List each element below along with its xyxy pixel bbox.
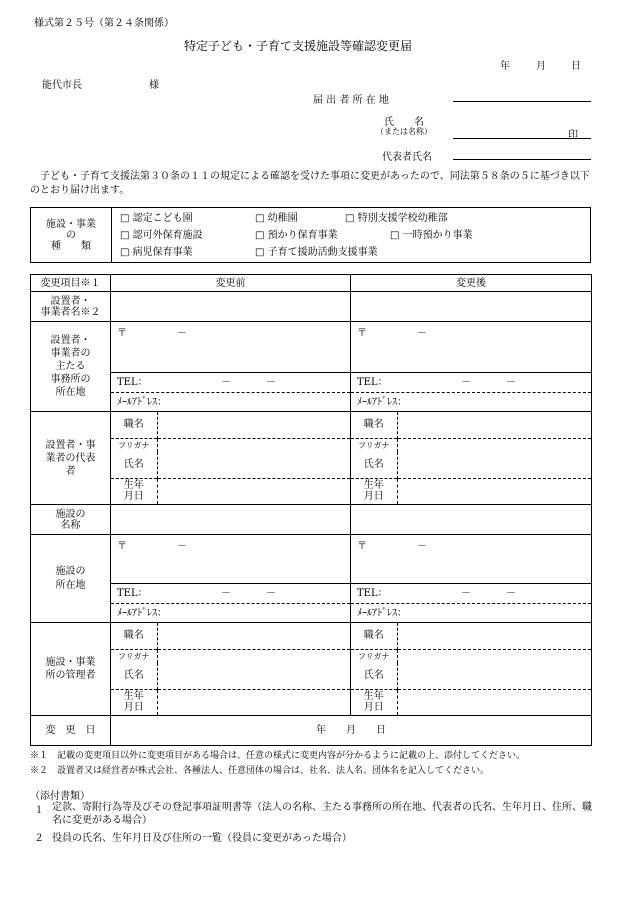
applicant-name-label: 氏 名 (384, 117, 424, 128)
attachment-2-text: 役員の氏名、生年月日及び住所の一覧（役員に変更があった場合） (52, 833, 352, 844)
tel-dash: － (266, 588, 276, 599)
birth-field[interactable] (157, 478, 350, 504)
email-label: ﾒｰﾙｱﾄﾞﾚｽ： (357, 608, 407, 619)
facility-address-after[interactable] (351, 535, 592, 623)
facility-address-before[interactable] (111, 535, 351, 623)
checkbox-nintei[interactable]: □ 認定こども園 (120, 212, 193, 224)
tel-label: TEL： (357, 588, 388, 599)
furigana-label: フリガナ (351, 649, 397, 663)
attachment-1-no: １ (34, 805, 44, 816)
row-manager-label: 施設・事業 所の管理者 (31, 623, 111, 716)
change-table (30, 274, 592, 746)
tel-dash: － (506, 377, 516, 388)
attachments-title: （添付書類） (30, 791, 90, 802)
job-label: 職名 (111, 412, 157, 438)
furigana-field[interactable] (397, 438, 591, 452)
applicant-address-field[interactable] (453, 101, 591, 102)
tel-dash: － (506, 588, 516, 599)
row-setter-name-label: 設置者・ 事業者名※２ (31, 292, 111, 322)
row-facility-name-label: 施設の 名称 (31, 505, 111, 535)
birth-label: 生年 月日 (351, 689, 397, 715)
job-label: 職名 (111, 623, 157, 649)
job-field[interactable] (157, 412, 350, 438)
furigana-label: フリガナ (111, 438, 157, 452)
name-field[interactable] (397, 663, 591, 689)
name-field[interactable] (157, 663, 350, 689)
row-setter-address-label: 設置者・ 事業者の 主たる 事務所の 所在地 (31, 322, 111, 412)
checkbox-byouji[interactable]: □ 病児保育事業 (120, 246, 193, 258)
facility-type-table (30, 207, 591, 263)
facility-name-after[interactable] (351, 505, 592, 535)
tel-label: TEL： (117, 588, 148, 599)
email-label: ﾒｰﾙｱﾄﾞﾚｽ： (117, 608, 167, 619)
postal-dash: － (177, 541, 187, 552)
name-label: 氏名 (351, 663, 397, 689)
applicant-name-sub: （または名称） (376, 127, 432, 136)
date-year-label: 年 (500, 61, 510, 72)
checkbox-ninkagai[interactable]: □ 認可外保育施設 (120, 229, 203, 241)
tel-dash: － (266, 377, 276, 388)
postal-dash: － (417, 541, 427, 552)
change-date-field[interactable]: 年 月 日 (111, 716, 592, 746)
setter-rep-after[interactable] (351, 412, 592, 505)
setter-rep-before[interactable] (111, 412, 351, 505)
birth-field[interactable] (157, 689, 350, 715)
facility-type-label: 施設・事業 の 種 類 (31, 208, 112, 263)
applicant-name-field[interactable] (453, 138, 591, 139)
header-change-item: 変更項目※１ (31, 275, 111, 292)
furigana-field[interactable] (397, 649, 591, 663)
row-facility-address-label: 施設の 所在地 (31, 535, 111, 623)
furigana-label: フリガナ (351, 438, 397, 452)
furigana-field[interactable] (157, 649, 350, 663)
postal-mark: 〒 (357, 328, 367, 339)
addressee-mayor: 能代市長 (42, 80, 82, 91)
facility-type-options (112, 208, 591, 263)
manager-before[interactable] (111, 623, 351, 716)
tel-label: TEL： (357, 377, 388, 388)
facility-name-before[interactable] (111, 505, 351, 535)
setter-name-after[interactable] (351, 292, 592, 322)
furigana-field[interactable] (157, 438, 350, 452)
tel-dash: － (461, 377, 471, 388)
attachment-1-text: 定款、寄附行為等及びその登記事項証明書等（法人の名称、主たる事務所の所在地、代表者の氏名、生年月日、住所、職名に変更がある場合） (52, 802, 592, 826)
job-field[interactable] (397, 412, 591, 438)
postal-mark: 〒 (117, 328, 127, 339)
representative-field[interactable] (453, 159, 591, 160)
email-label: ﾒｰﾙｱﾄﾞﾚｽ： (357, 397, 407, 408)
job-label: 職名 (351, 623, 397, 649)
postal-dash: － (417, 328, 427, 339)
page-title: 特定子ども・子育て支援施設等確認変更届 (184, 39, 413, 53)
postal-mark: 〒 (357, 541, 367, 552)
setter-name-before[interactable] (111, 292, 351, 322)
name-label: 氏名 (111, 452, 157, 478)
birth-label: 生年 月日 (111, 478, 157, 504)
tel-label: TEL： (117, 377, 148, 388)
note-2: ※２ 設置者又は経営者が株式会社、各種法人、任意団体の場合は、社名、法人名、団体名を記入してください。 (30, 766, 490, 776)
name-label: 氏名 (111, 663, 157, 689)
checkbox-ichiji[interactable]: □ 一時預かり事業 (390, 229, 473, 241)
birth-label: 生年 月日 (111, 689, 157, 715)
seal-mark: 印 (568, 130, 578, 141)
tel-dash: － (461, 588, 471, 599)
birth-field[interactable] (397, 478, 591, 504)
row-change-date-label: 変 更 日 (31, 716, 111, 746)
date-month-label: 月 (536, 61, 546, 72)
email-label: ﾒｰﾙｱﾄﾞﾚｽ： (117, 397, 167, 408)
checkbox-azukari[interactable]: □ 預かり保育事業 (255, 229, 338, 241)
job-field[interactable] (397, 623, 591, 649)
applicant-address-label: 届 出 者 所 在 地 (313, 95, 389, 106)
birth-field[interactable] (397, 689, 591, 715)
checkbox-youchien[interactable]: □ 幼稚園 (255, 212, 298, 224)
header-after: 変更後 (351, 275, 592, 292)
manager-after[interactable] (351, 623, 592, 716)
header-before: 変更前 (111, 275, 351, 292)
date-day-label: 日 (571, 61, 581, 72)
postal-mark: 〒 (117, 541, 127, 552)
name-field[interactable] (397, 452, 591, 478)
setter-address-before[interactable] (111, 322, 351, 412)
postal-dash: － (177, 328, 187, 339)
setter-address-after[interactable] (351, 322, 592, 412)
checkbox-kosodate[interactable]: □ 子育て援助活動支援事業 (255, 246, 378, 258)
name-label: 氏名 (351, 452, 397, 478)
note-1: ※１ 記載の変更項目以外に変更項目がある場合は、任意の様式に変更内容が分かるように記載の上、添付してください。 (30, 751, 526, 761)
representative-label: 代表者氏名 (382, 152, 432, 163)
form-number: 様式第２５号（第２４条関係） (34, 18, 174, 29)
name-field[interactable] (157, 452, 350, 478)
job-field[interactable] (157, 623, 350, 649)
tel-dash: － (221, 588, 231, 599)
attachment-2-no: ２ (34, 833, 44, 844)
furigana-label: フリガナ (111, 649, 157, 663)
checkbox-tokubetsu[interactable]: □ 特別支援学校幼稚部 (345, 212, 448, 224)
tel-dash: － (221, 377, 231, 388)
birth-label: 生年 月日 (351, 478, 397, 504)
addressee-honorific: 様 (149, 80, 159, 91)
intro-text: 子ども・子育て支援法第３０条の１１の規定による確認を受けた事項に変更があったので、同法第５８条の５に基づき以下のとおり届け出ます。 (30, 171, 590, 196)
job-label: 職名 (351, 412, 397, 438)
row-setter-rep-label: 設置者・事 業者の代表 者 (31, 412, 111, 505)
